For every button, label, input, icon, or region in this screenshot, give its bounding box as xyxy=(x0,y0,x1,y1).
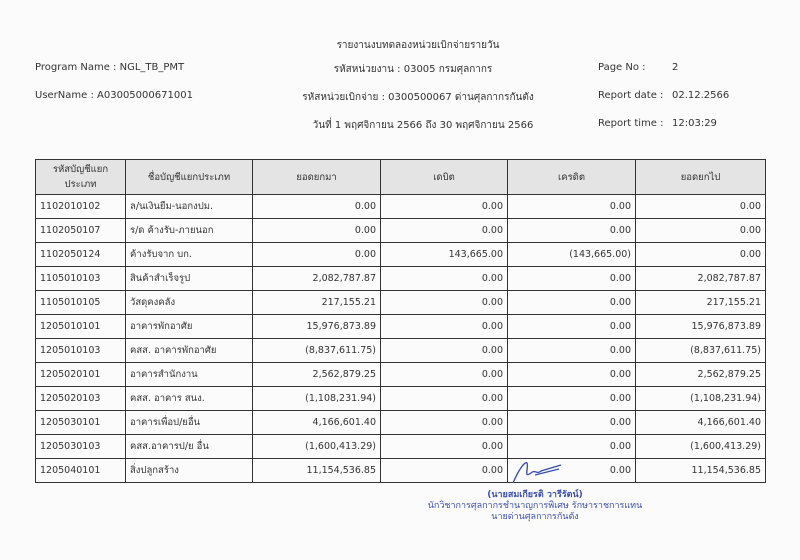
cell-debit: 0.00 xyxy=(381,195,508,219)
cell-credit: 0.00 xyxy=(508,267,636,291)
cell-closing-balance: 11,154,536.85 xyxy=(636,459,766,483)
cell-closing-balance: 15,976,873.89 xyxy=(636,315,766,339)
cell-opening-balance: 11,154,536.85 xyxy=(253,459,381,483)
table-header-row xyxy=(36,160,766,195)
cell-account-name: อาคารพักอาศัย xyxy=(126,315,253,339)
report-time-label: Report time : xyxy=(598,118,664,129)
report-period: วันที่ 1 พฤศจิกายน 2566 ถึง 30 พฤศจิกายน 2566 xyxy=(312,120,534,131)
page-no: 2 xyxy=(672,62,679,73)
cell-account-name: คสส. อาคาร สนง. xyxy=(126,387,253,411)
table-row xyxy=(36,195,766,219)
username: UserName : A03005000671001 xyxy=(35,90,193,101)
cell-account-name: ล/นเงินยืม-นอกงปม. xyxy=(126,195,253,219)
agency: รหัสหน่วยงาน : 03005 กรมศุลกากร xyxy=(333,64,493,75)
cell-account-code: 1102010102 xyxy=(36,195,126,219)
cell-account-name: ค้างรับจาก บก. xyxy=(126,243,253,267)
report-date-label: Report date : xyxy=(598,90,664,101)
table-row xyxy=(36,339,766,363)
cell-opening-balance: 0.00 xyxy=(253,195,381,219)
cell-debit: 0.00 xyxy=(381,291,508,315)
cell-account-code: 1205010103 xyxy=(36,339,126,363)
cell-closing-balance: (1,108,231.94) xyxy=(636,387,766,411)
cell-debit: 0.00 xyxy=(381,411,508,435)
cell-debit: 0.00 xyxy=(381,339,508,363)
cell-account-name: ร/ด ค้างรับ-ภายนอก xyxy=(126,219,253,243)
cell-opening-balance: 15,976,873.89 xyxy=(253,315,381,339)
cell-account-code: 1205020103 xyxy=(36,387,126,411)
cell-debit: 0.00 xyxy=(381,315,508,339)
cell-credit: 0.00 xyxy=(508,339,636,363)
cell-credit: 0.00 xyxy=(508,219,636,243)
header-debit: เดบิต xyxy=(381,160,508,195)
table-row xyxy=(36,411,766,435)
cell-account-name: สินค้าสำเร็จรูป xyxy=(126,267,253,291)
cell-account-code: 1105010105 xyxy=(36,291,126,315)
cell-account-code: 1105010103 xyxy=(36,267,126,291)
cell-debit: 0.00 xyxy=(381,459,508,483)
cell-opening-balance: 0.00 xyxy=(253,243,381,267)
cell-closing-balance: (8,837,611.75) xyxy=(636,339,766,363)
cell-credit: 0.00 xyxy=(508,315,636,339)
cell-opening-balance: (8,837,611.75) xyxy=(253,339,381,363)
table-row xyxy=(36,435,766,459)
report-time: 12:03:29 xyxy=(672,118,717,129)
table-row xyxy=(36,315,766,339)
cell-account-name: คสส. อาคารพักอาศัย xyxy=(126,339,253,363)
cell-opening-balance: 4,166,601.40 xyxy=(253,411,381,435)
cell-opening-balance: (1,600,413.29) xyxy=(253,435,381,459)
cell-account-name: วัสดุคงคลัง xyxy=(126,291,253,315)
table-row xyxy=(36,387,766,411)
table-row xyxy=(36,459,766,483)
cell-closing-balance: (1,600,413.29) xyxy=(636,435,766,459)
cell-credit: 0.00 xyxy=(508,387,636,411)
cell-account-code: 1205030101 xyxy=(36,411,126,435)
header-credit: เครดิต xyxy=(508,160,636,195)
page-no-label: Page No : xyxy=(598,62,646,73)
header-account-name: ชื่อบัญชีแยกประเภท xyxy=(126,160,253,195)
cell-credit: (143,665.00) xyxy=(508,243,636,267)
table-row xyxy=(36,243,766,267)
table-row xyxy=(36,267,766,291)
program-name: Program Name : NGL_TB_PMT xyxy=(35,62,185,73)
header-closing-balance: ยอดยกไป xyxy=(636,160,766,195)
cell-closing-balance: 0.00 xyxy=(636,243,766,267)
cell-closing-balance: 0.00 xyxy=(636,195,766,219)
table-row xyxy=(36,291,766,315)
cell-account-code: 1102050124 xyxy=(36,243,126,267)
cell-debit: 0.00 xyxy=(381,435,508,459)
table-row xyxy=(36,219,766,243)
cell-account-name: สิ่งปลูกสร้าง xyxy=(126,459,253,483)
cell-account-code: 1205010101 xyxy=(36,315,126,339)
cell-credit: 0.00 xyxy=(508,363,636,387)
cell-opening-balance: (1,108,231.94) xyxy=(253,387,381,411)
cell-credit: 0.00 xyxy=(508,195,636,219)
cell-credit: 0.00 xyxy=(508,411,636,435)
cell-closing-balance: 4,166,601.40 xyxy=(636,411,766,435)
signer-position: นักวิชาการศุลกากรชำนาญการพิเศษ รักษาราชการแทน xyxy=(427,501,643,511)
cell-account-code: 1205040101 xyxy=(36,459,126,483)
cell-debit: 0.00 xyxy=(381,267,508,291)
cell-closing-balance: 217,155.21 xyxy=(636,291,766,315)
cell-credit: 0.00 xyxy=(508,459,636,483)
cell-account-name: อาคารเพื่อป/ยอื่น xyxy=(126,411,253,435)
table-row xyxy=(36,363,766,387)
cell-account-code: 1205020101 xyxy=(36,363,126,387)
disbursement-unit: รหัสหน่วยเบิกจ่าย : 0300500067 ด่านศุลกากรกันตัง xyxy=(302,92,534,103)
cell-account-code: 1102050107 xyxy=(36,219,126,243)
header-opening-balance: ยอดยกมา xyxy=(253,160,381,195)
cell-account-code: 1205030103 xyxy=(36,435,126,459)
report-date: 02.12.2566 xyxy=(672,90,730,101)
header-account-code: รหัสบัญชีแยกประเภท xyxy=(36,160,126,195)
cell-debit: 143,665.00 xyxy=(381,243,508,267)
cell-opening-balance: 217,155.21 xyxy=(253,291,381,315)
cell-credit: 0.00 xyxy=(508,435,636,459)
cell-closing-balance: 2,562,879.25 xyxy=(636,363,766,387)
cell-debit: 0.00 xyxy=(381,363,508,387)
cell-opening-balance: 2,562,879.25 xyxy=(253,363,381,387)
cell-opening-balance: 2,082,787.87 xyxy=(253,267,381,291)
signer-name: (นายสมเกียรติ วารีรัตน์) xyxy=(487,490,583,500)
trial-balance-table xyxy=(35,159,766,483)
cell-opening-balance: 0.00 xyxy=(253,219,381,243)
cell-closing-balance: 2,082,787.87 xyxy=(636,267,766,291)
cell-account-name: อาคารสำนักงาน xyxy=(126,363,253,387)
cell-credit: 0.00 xyxy=(508,291,636,315)
cell-debit: 0.00 xyxy=(381,387,508,411)
report-title: รายงานงบทดลองหน่วยเบิกจ่ายรายวัน xyxy=(336,40,500,51)
cell-debit: 0.00 xyxy=(381,219,508,243)
cell-closing-balance: 0.00 xyxy=(636,219,766,243)
signer-office: นายด่านศุลกากรกันตัง xyxy=(491,512,579,522)
cell-account-name: คสส.อาคารป/ย อื่น xyxy=(126,435,253,459)
